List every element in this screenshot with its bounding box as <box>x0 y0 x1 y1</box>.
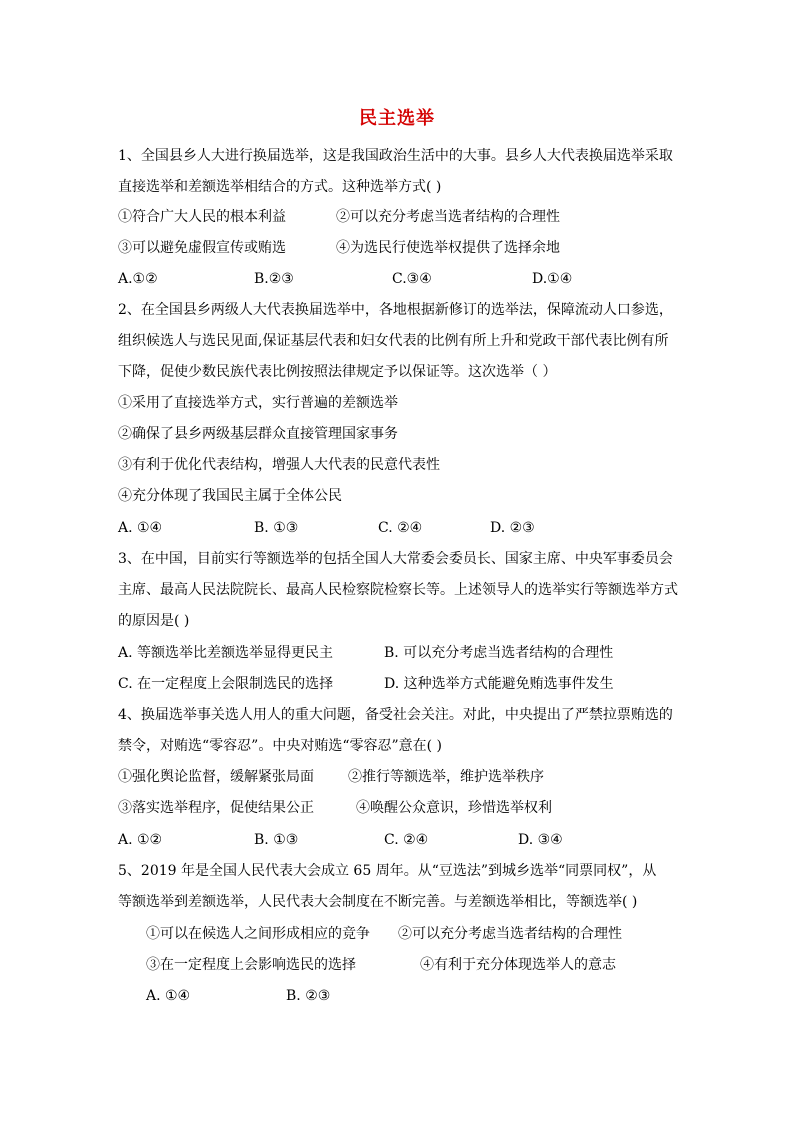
q4-item-2: ②推行等额选举，维护选举秩序 <box>348 769 544 785</box>
q1-item-4: ④为选民行使选举权提供了选择余地 <box>336 240 560 256</box>
q3-choice-a: A. 等额选举比差额选举显得更民主 <box>118 645 334 661</box>
q2-stem-line-3: 下降，促使少数民族代表比例按照法律规定予以保证等。这次选举（ ） <box>118 364 557 380</box>
q4-item-4: ④唤醒公众意识，珍惜选举权利 <box>356 800 552 816</box>
q1-item-1: ①符合广大人民的根本利益 <box>118 209 286 225</box>
q3-stem-line-1: 3、在中国，目前实行等额选举的包括全国人大常委会委员长、国家主席、中央军事委员会 <box>118 551 673 567</box>
q4-choice-d: D. ③④ <box>518 832 563 848</box>
q3-choice-c: C. 在一定程度上会限制选民的选择 <box>118 676 334 692</box>
q5-choice-a: A. ①④ <box>146 988 191 1004</box>
q2-item-2: ②确保了县乡两级基层群众直接管理国家事务 <box>118 426 398 442</box>
q1-choice-d: D.①④ <box>532 271 573 287</box>
q1-stem-line-2: 直接选举和差额选举相结合的方式。这种选举方式( ) <box>118 179 442 195</box>
q3-stem-line-2: 主席、最高人民法院院长、最高人民检察院检察长等。上述领导人的选举实行等额选举方式 <box>118 582 678 598</box>
q2-choice-d: D. ②③ <box>490 520 535 536</box>
q2-stem-line-1: 2、在全国县乡两级人大代表换届选举中，各地根据新修订的选举法，保障流动人口参选， <box>118 302 673 318</box>
q5-stem-line-2: 等额选举到差额选举，人民代表大会制度在不断完善。与差额选举相比，等额选举( ) <box>118 894 638 910</box>
q2-choice-b: B. ①③ <box>254 520 299 536</box>
q4-item-3: ③落实选举程序，促使结果公正 <box>118 800 314 816</box>
q2-item-3: ③有利于优化代表结构，增强人大代表的民意代表性 <box>118 457 440 473</box>
q1-stem-line-1: 1、全国县乡人大进行换届选举，这是我国政治生活中的大事。县乡人大代表换届选举采取 <box>118 148 673 164</box>
q4-choice-c: C. ②④ <box>384 832 429 848</box>
q2-item-1: ①采用了直接选举方式，实行普遍的差额选举 <box>118 395 398 411</box>
q1-item-2: ②可以充分考虑当选者结构的合理性 <box>336 209 560 225</box>
q3-choice-b: B. 可以充分考虑当选者结构的合理性 <box>384 645 614 661</box>
q2-choice-c: C. ②④ <box>378 520 423 536</box>
q1-choice-b: B.②③ <box>254 271 294 287</box>
q5-item-3: ③在一定程度上会影响选民的选择 <box>146 957 356 973</box>
page-title: 民主选举 <box>359 108 435 129</box>
q4-choice-b: B. ①③ <box>254 832 299 848</box>
q3-stem-line-3: 的原因是( ) <box>118 613 190 629</box>
q2-item-4: ④充分体现了我国民主属于全体公民 <box>118 488 342 504</box>
q1-choice-a: A.①② <box>118 271 158 287</box>
q5-item-4: ④有利于充分体现选举人的意志 <box>420 957 616 973</box>
q2-choice-a: A. ①④ <box>118 520 163 536</box>
q4-stem-line-1: 4、换届选举事关选人用人的重大问题，备受社会关注。对此，中央提出了严禁拉票贿选的 <box>118 707 673 723</box>
q5-stem-line-1: 5、2019 年是全国人民代表大会成立 65 周年。从“豆选法”到城乡选举“同票同权”，从 <box>118 863 657 879</box>
q4-item-1: ①强化舆论监督，缓解紧张局面 <box>118 769 314 785</box>
q2-stem-line-2: 组织候选人与选民见面,保证基层代表和妇女代表的比例有所上升和党政干部代表比例有所 <box>118 333 669 349</box>
q5-item-2: ②可以充分考虑当选者结构的合理性 <box>398 926 622 942</box>
q3-choice-d: D. 这种选举方式能避免贿选事件发生 <box>384 676 614 692</box>
q4-stem-line-2: 禁令，对贿选“零容忍”。中央对贿选“零容忍”意在( ) <box>118 738 443 754</box>
q1-choice-c: C.③④ <box>392 271 432 287</box>
q4-choice-a: A. ①② <box>118 832 163 848</box>
q1-item-3: ③可以避免虚假宣传或贿选 <box>118 240 286 256</box>
q5-item-1: ①可以在候选人之间形成相应的竞争 <box>146 926 370 942</box>
q5-choice-b: B. ②③ <box>286 988 331 1004</box>
